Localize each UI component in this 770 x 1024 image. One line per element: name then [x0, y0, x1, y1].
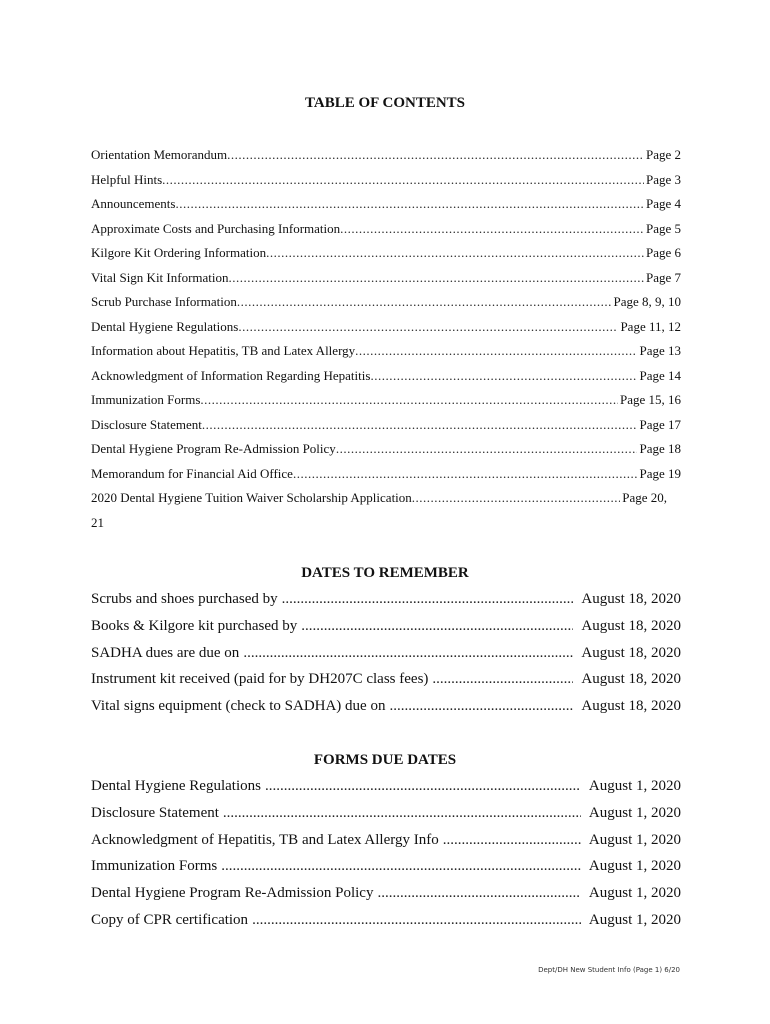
dot-leader: [278, 591, 574, 608]
toc-item-label: Scrub Purchase Information: [91, 294, 237, 309]
toc-item-page: Page 7: [645, 270, 681, 285]
date-item: [91, 591, 681, 608]
form-item-label: Immunization Forms: [91, 858, 218, 874]
dot-leader: [219, 805, 581, 822]
date-item: [91, 645, 681, 662]
toc-item-continuation: 21: [91, 515, 104, 530]
toc-item: [91, 221, 681, 237]
toc-item-page: Page 17: [639, 417, 681, 432]
toc-item-page: Page 6: [645, 245, 681, 260]
dot-leader: [162, 172, 644, 188]
dot-leader: [202, 417, 638, 433]
toc-item: [91, 270, 681, 286]
toc-item: [91, 196, 681, 212]
toc-item: [91, 441, 681, 457]
toc-item-page: Page 2: [645, 147, 681, 162]
dot-leader: [336, 441, 638, 457]
dot-leader: [428, 671, 573, 688]
date-item-label: SADHA dues are due on: [91, 645, 240, 661]
dot-leader: [239, 645, 573, 662]
toc-item-page: Page 4: [645, 196, 681, 211]
toc-item-label: Information about Hepatitis, TB and Latex Allergy: [91, 343, 356, 358]
dot-leader: [200, 392, 618, 408]
toc-item-page: Page 13: [639, 343, 681, 358]
toc-item-label: Kilgore Kit Ordering Information: [91, 245, 267, 260]
dot-leader: [248, 912, 581, 929]
toc-item: [91, 466, 681, 482]
form-item-label: Acknowledgment of Hepatitis, TB and Latex Allergy Info: [91, 832, 439, 848]
form-item-date: August 1, 2020: [588, 858, 681, 874]
toc-item-page: Page 15, 16: [619, 392, 681, 407]
toc-item: [91, 245, 681, 261]
dot-leader: [238, 319, 618, 335]
date-item-label: Instrument kit received (paid for by DH207C class fees): [91, 671, 429, 687]
dot-leader: [340, 221, 644, 237]
date-item-label: Books & Kilgore kit purchased by: [91, 618, 298, 634]
dot-leader: [227, 147, 644, 163]
date-item-date: August 18, 2020: [581, 591, 681, 607]
dot-leader: [355, 343, 637, 359]
dot-leader: [385, 698, 573, 715]
forms-heading: FORMS DUE DATES: [313, 752, 457, 768]
toc-item-page: Page 5: [645, 221, 681, 236]
dot-leader: [229, 270, 644, 286]
page-footer: Dept/DH New Student Info (Page 1) 6/20: [538, 966, 680, 974]
form-item-label: Disclosure Statement: [91, 805, 219, 821]
toc-item: [91, 368, 681, 384]
toc-item: [91, 319, 681, 335]
form-item: [91, 832, 681, 849]
dot-leader: [217, 858, 581, 875]
date-item-date: August 18, 2020: [581, 645, 681, 661]
dot-leader: [412, 490, 620, 506]
toc-item-page: Page 19: [639, 466, 681, 481]
toc-item-label: Approximate Costs and Purchasing Information: [91, 221, 341, 236]
toc-item-page: Page 18: [639, 441, 681, 456]
dot-leader: [373, 885, 580, 902]
toc-item-label: Orientation Memorandum: [91, 147, 228, 162]
toc-item-label: Announcements: [91, 196, 176, 211]
form-item-date: August 1, 2020: [588, 778, 681, 794]
toc-item-label: Immunization Forms: [91, 392, 201, 407]
dot-leader: [175, 196, 643, 212]
toc-item-page: Page 8, 9, 10: [613, 294, 681, 309]
toc-item-label: 2020 Dental Hygiene Tuition Waiver Scholarship Application: [91, 490, 412, 505]
toc-item-page: Page 14: [639, 368, 681, 383]
toc-item-page: Page 3: [645, 172, 681, 187]
form-item: [91, 912, 681, 929]
form-item-label: Dental Hygiene Regulations: [91, 778, 261, 794]
form-item: [91, 805, 681, 822]
date-item-date: August 18, 2020: [581, 698, 681, 714]
toc-item: [91, 147, 681, 163]
form-item: [91, 858, 681, 875]
toc-item-label: Dental Hygiene Regulations: [91, 319, 239, 334]
toc-item-label: Memorandum for Financial Aid Office: [91, 466, 293, 481]
form-item-date: August 1, 2020: [588, 885, 681, 901]
toc-item-label: Dental Hygiene Program Re-Admission Policy: [91, 441, 336, 456]
form-item-date: August 1, 2020: [588, 832, 681, 848]
toc-item-label: Helpful Hints: [91, 172, 163, 187]
form-item: [91, 885, 681, 902]
date-item: [91, 698, 681, 715]
toc-item: [91, 490, 667, 506]
toc-item-label: Acknowledgment of Information Regarding Hepatitis: [91, 368, 371, 383]
dot-leader: [370, 368, 637, 384]
toc-item-page: Page 11, 12: [620, 319, 681, 334]
dot-leader: [266, 245, 644, 261]
toc-item: [91, 294, 681, 310]
date-item-label: Scrubs and shoes purchased by: [91, 591, 278, 607]
toc-item: [91, 417, 681, 433]
date-item-date: August 18, 2020: [581, 671, 681, 687]
date-item: [91, 618, 681, 635]
dot-leader: [439, 832, 581, 849]
form-item-label: Dental Hygiene Program Re-Admission Policy: [91, 885, 374, 901]
date-item: [91, 671, 681, 688]
dot-leader: [237, 294, 612, 310]
toc-item: [91, 172, 681, 188]
toc-item-label: Disclosure Statement: [91, 417, 202, 432]
form-item: [91, 778, 681, 795]
dot-leader: [293, 466, 638, 482]
form-item-label: Copy of CPR certification: [91, 912, 249, 928]
dates-heading: DATES TO REMEMBER: [301, 565, 469, 581]
date-item-date: August 18, 2020: [581, 618, 681, 634]
toc-item-page: Page 20,: [622, 490, 667, 505]
toc-heading: TABLE OF CONTENTS: [304, 95, 466, 111]
form-item-date: August 1, 2020: [588, 805, 681, 821]
toc-item: [91, 392, 681, 408]
dot-leader: [261, 778, 581, 795]
form-item-date: August 1, 2020: [588, 912, 681, 928]
toc-item-label: Vital Sign Kit Information: [91, 270, 229, 285]
dot-leader: [297, 618, 573, 635]
date-item-label: Vital signs equipment (check to SADHA) due on: [91, 698, 386, 714]
toc-item: [91, 343, 681, 359]
